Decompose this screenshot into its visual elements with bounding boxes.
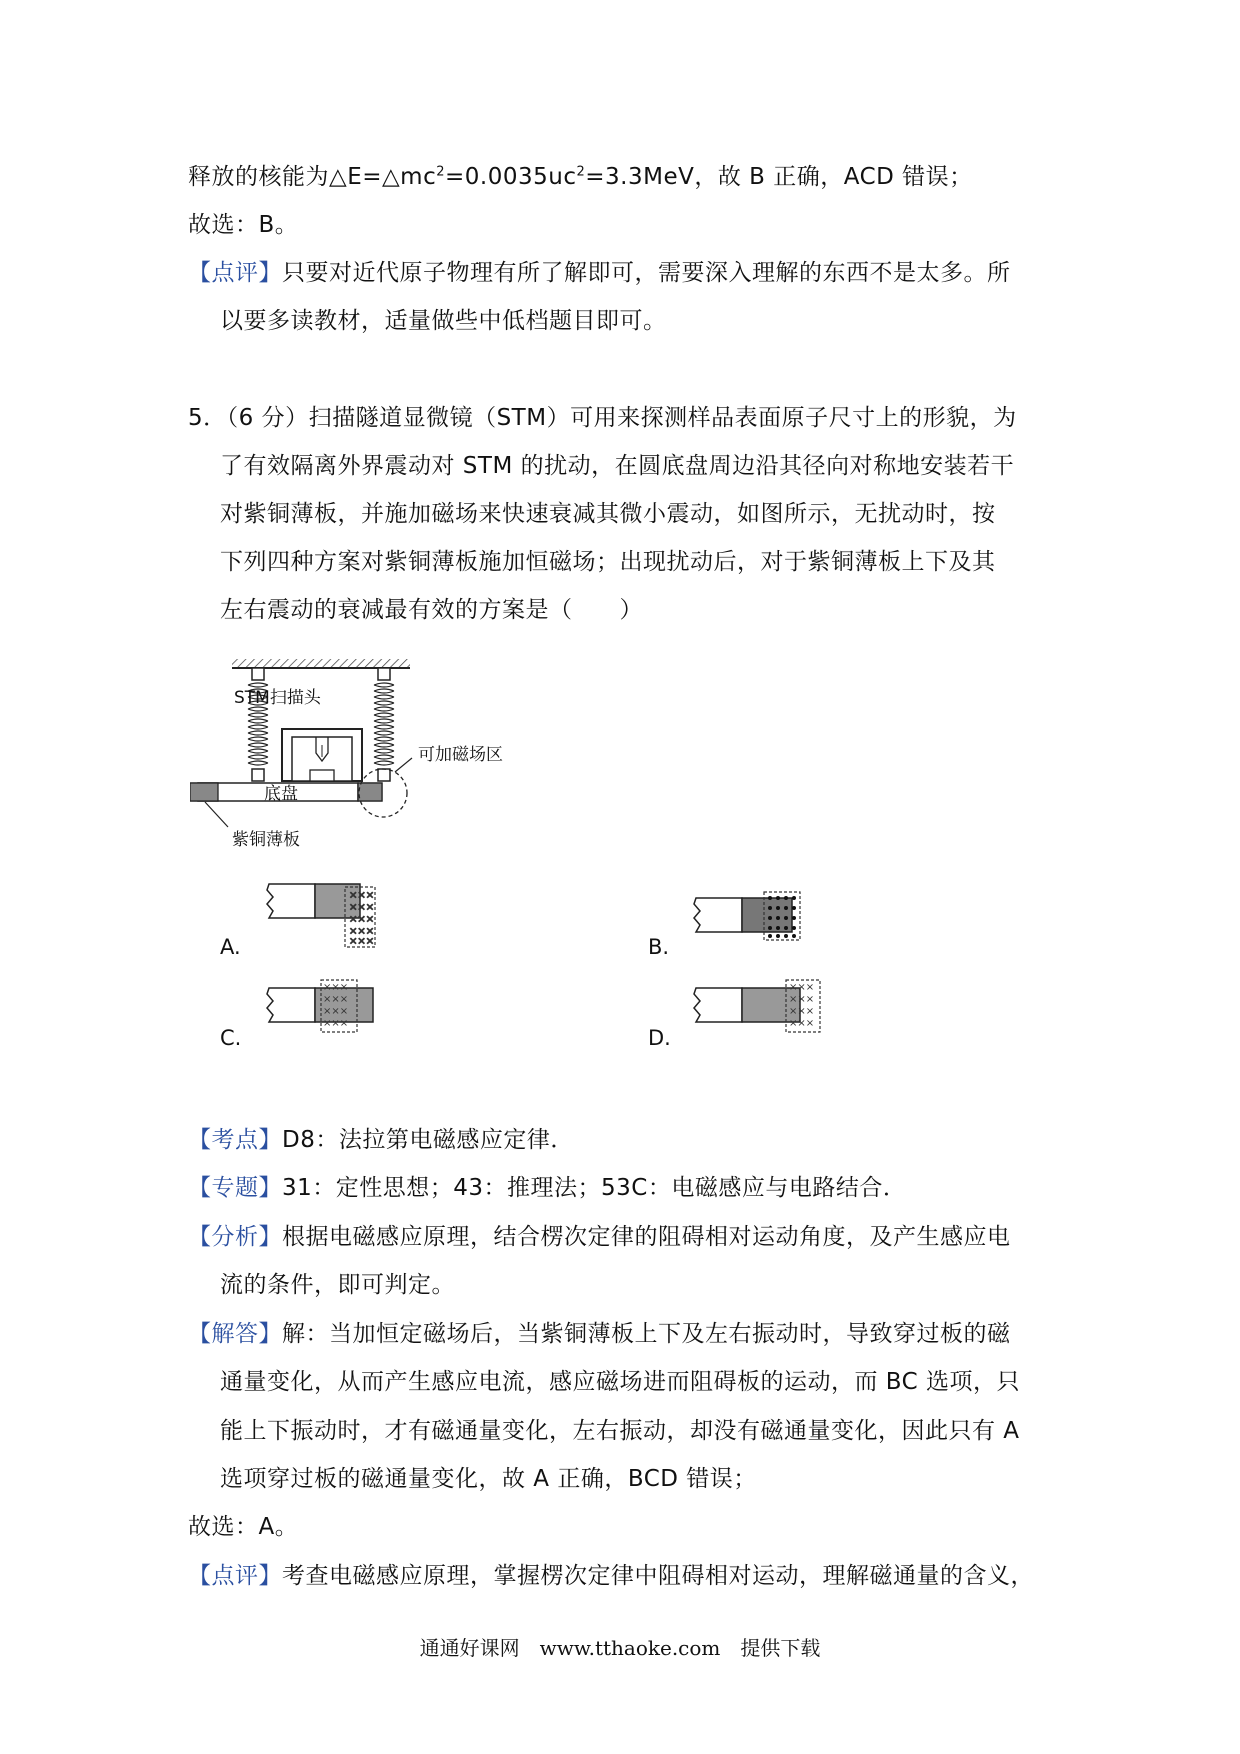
- label-copper-plate: 紫铜薄板: [232, 830, 300, 850]
- jieda-line-4: 选项穿过板的磁通量变化，故 A 正确，BCD 错误；: [220, 1466, 757, 1492]
- option-c-label[interactable]: C.: [220, 1026, 242, 1050]
- fenxi-line-1: 【分析】根据电磁感应原理，结合楞次定律的阻碍相对运动角度，及产生感应电: [188, 1224, 1011, 1250]
- svg-text:×××: ×××: [323, 1006, 349, 1017]
- option-d-label[interactable]: D.: [648, 1026, 671, 1050]
- right-spring: [374, 683, 394, 765]
- review-tag: 【点评】: [188, 260, 282, 286]
- review-line: 【点评】考查电磁感应原理，掌握楞次定律中阻碍相对运动，理解磁通量的含义，: [188, 1563, 1034, 1589]
- svg-text:×××: ×××: [349, 914, 375, 925]
- svg-text:×××: ×××: [349, 890, 375, 901]
- svg-text:×××: ×××: [323, 1018, 349, 1029]
- fenxi-tag: 【分析】: [188, 1224, 282, 1250]
- svg-text:×××: ×××: [349, 902, 375, 913]
- option-b-label[interactable]: B.: [648, 935, 670, 959]
- option-d-diagram: [692, 978, 832, 1038]
- prev-review-line-2: 以要多读教材，适量做些中低档题目即可。: [220, 308, 667, 334]
- question-line-3: 对紫铜薄板，并施加磁场来快速衰减其微小震动，如图所示，无扰动时，按: [220, 501, 996, 527]
- svg-text:×××: ×××: [789, 1006, 815, 1017]
- svg-text:×××: ×××: [789, 994, 815, 1005]
- svg-text:×××: ×××: [789, 1018, 815, 1029]
- option-a-diagram: [265, 880, 395, 955]
- energy-line: 释放的核能为$\triangle E=\triangle mc^2=0.0035uc^2=3.3MeV$，故 B 正确，ACD 错误；: [188, 164, 973, 190]
- ceiling-hatch: [232, 659, 410, 668]
- fenxi-line-2: 流的条件，即可判定。: [220, 1272, 455, 1298]
- question-line-2: 了有效隔离外界震动对 STM 的扰动，在圆底盘周边沿其径向对称地安装若干: [220, 453, 1015, 479]
- prev-choice: 故选：B。: [188, 212, 299, 238]
- question-line-1: 5．（6 分）扫描隧道显微镜（STM）可用来探测样品表面原子尺寸上的形貌，为: [188, 405, 1017, 431]
- svg-text:×××: ×××: [323, 982, 349, 993]
- jieda-tag: 【解答】: [188, 1321, 282, 1347]
- jieda-line-2: 通量变化，从而产生感应电流，感应磁场进而阻碍板的运动，而 BC 选项，只: [220, 1369, 1021, 1395]
- option-c-diagram: [265, 978, 395, 1038]
- question-line-5: 左右震动的衰减最有效的方案是（ ）: [220, 597, 643, 623]
- label-field-region: 可加磁场区: [418, 745, 503, 765]
- sample: [310, 770, 334, 781]
- jieda-line-1: 【解答】解：当加恒定磁场后，当紫铜薄板上下及左右振动时，导致穿过板的磁: [188, 1321, 1011, 1347]
- label-base: 底盘: [264, 784, 298, 804]
- zhuanti-tag: 【专题】: [188, 1175, 282, 1201]
- stm-figure: [190, 655, 530, 860]
- option-b-diagram: [692, 890, 822, 950]
- footer-credit: 通通好课网 www.tthaoke.com 提供下载: [419, 1636, 821, 1660]
- svg-text:×××: ×××: [349, 936, 375, 947]
- kaodian-line: 【考点】D8：法拉第电磁感应定律．: [188, 1127, 574, 1153]
- question-line-4: 下列四种方案对紫铜薄板施加恒磁场；出现扰动后，对于紫铜薄板上下及其: [220, 549, 996, 575]
- option-a-label[interactable]: A.: [220, 935, 241, 959]
- jieda-line-3: 能上下振动时，才有磁通量变化，左右振动，却没有磁通量变化，因此只有 A: [220, 1418, 1020, 1444]
- svg-text:×××: ×××: [323, 994, 349, 1005]
- zhuanti-line: 【专题】31：定性思想；43：推理法；53C：电磁感应与电路结合．: [188, 1175, 907, 1201]
- svg-text:×××: ×××: [349, 926, 375, 937]
- review-tag-2: 【点评】: [188, 1563, 282, 1589]
- kaodian-tag: 【考点】: [188, 1127, 282, 1153]
- label-stm-head: STM扫描头: [234, 688, 321, 708]
- svg-text:×××: ×××: [789, 982, 815, 993]
- prev-review-line-1: 【点评】只要对近代原子物理有所了解即可，需要深入理解的东西不是太多。所: [188, 260, 1011, 286]
- answer-choice: 故选：A。: [188, 1514, 299, 1540]
